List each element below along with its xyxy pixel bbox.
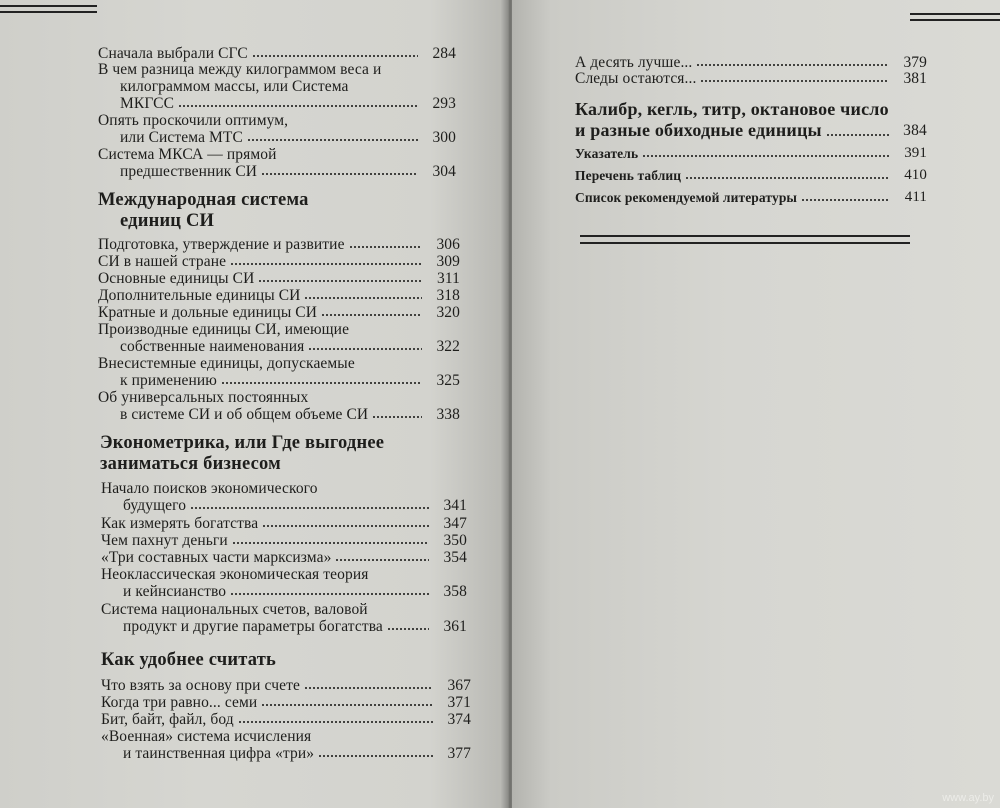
heading-line: заниматься бизнесом: [100, 454, 281, 474]
leader-dots: [262, 524, 429, 528]
entry-title: предшественник СИ: [120, 163, 258, 180]
toc-entry: [575, 167, 927, 184]
page-number: 379: [903, 54, 927, 71]
entry-title: СИ в нашей стране: [98, 253, 227, 270]
page-number: 306: [436, 236, 460, 253]
entry-title: Следы остаются...: [575, 70, 697, 87]
toc-entry: [98, 304, 460, 321]
page-number: 381: [903, 70, 927, 87]
entry-title: и кейнсианство: [123, 583, 227, 600]
entry-title: Когда три равно... семи: [101, 694, 258, 711]
leader-dots: [252, 54, 418, 58]
page-number: 354: [443, 549, 467, 566]
page-number: 341: [443, 497, 467, 514]
leader-dots: [826, 133, 889, 137]
page-number: 309: [436, 253, 460, 270]
entry-title: Основные единицы СИ: [98, 270, 255, 287]
entry-title: Чем пахнут деньги: [101, 532, 228, 549]
toc-entry: [98, 146, 456, 180]
toc-entry: [575, 70, 927, 87]
toc-entry: [98, 389, 460, 423]
entry-title: Об универсальных постоянных: [98, 389, 309, 406]
page-number: 322: [436, 338, 460, 355]
toc-entry: [98, 355, 460, 389]
entry-title: и таинственная цифра «три»: [123, 745, 315, 762]
entry-title: Система национальных счетов, валовой: [101, 601, 368, 618]
page-number: 384: [903, 122, 927, 139]
page-number: 293: [432, 95, 456, 112]
entry-title: «Три составных части марксизма»: [101, 549, 332, 566]
toc-entry: [575, 145, 927, 162]
entry-title: Бит, байт, файл, бод: [101, 711, 234, 728]
section-heading: [101, 650, 481, 671]
entry-title: продукт и другие параметры богатства: [123, 618, 383, 635]
toc-entry: [98, 61, 456, 112]
toc-entry: [101, 549, 467, 566]
toc-entry: [101, 532, 467, 549]
entry-title: к применению: [120, 372, 217, 389]
leader-dots: [221, 381, 422, 385]
page-number: 374: [447, 711, 471, 728]
entry-title: будущего: [123, 497, 187, 514]
toc-entry: [101, 515, 467, 532]
leader-dots: [335, 558, 429, 562]
entry-title: Дополнительные единицы СИ: [98, 287, 301, 304]
leader-dots: [261, 172, 418, 176]
leader-dots: [349, 245, 422, 249]
leader-dots: [261, 703, 433, 707]
page-number: 304: [432, 163, 456, 180]
toc-entry: [575, 54, 927, 71]
toc-entry: [101, 566, 467, 600]
entry-title: Подготовка, утверждение и развитие: [98, 236, 345, 253]
leader-dots: [700, 79, 889, 83]
leader-dots: [230, 262, 422, 266]
end-rule: [580, 235, 910, 244]
leader-dots: [258, 279, 422, 283]
entry-title: Список рекомендуемой литературы: [575, 190, 798, 205]
section-heading: [100, 433, 480, 475]
entry-title: Внесистемные единицы, допускаемые: [98, 355, 355, 372]
leader-dots: [238, 720, 433, 724]
leader-dots: [232, 541, 429, 545]
page-number: 320: [436, 304, 460, 321]
leader-dots: [685, 176, 889, 180]
entry-title: Кратные и дольные единицы СИ: [98, 304, 318, 321]
entry-title: или Система МТС: [120, 129, 243, 146]
entry-title: Система МКСА — прямой: [98, 146, 277, 163]
leader-dots: [696, 63, 889, 67]
entry-title: Начало поисков экономического: [101, 480, 318, 497]
toc-entry: [101, 480, 467, 514]
right-page: [512, 0, 1000, 808]
page-number: 325: [436, 372, 460, 389]
entry-title: Опять проскочили оптимум,: [98, 112, 289, 129]
toc-entry: [98, 321, 460, 355]
entry-title: Неоклассическая экономическая теория: [101, 566, 369, 583]
entry-title: Как измерять богатства: [101, 515, 259, 532]
page-number: 358: [443, 583, 467, 600]
page-number: 371: [447, 694, 471, 711]
page-number: 391: [904, 145, 927, 161]
toc-entry: [101, 728, 471, 762]
section-heading: [575, 99, 927, 141]
page-number: 410: [904, 167, 927, 183]
section-heading: [98, 190, 458, 232]
entry-title: в системе СИ и об общем объеме СИ: [120, 406, 369, 423]
leader-dots: [304, 296, 422, 300]
page-number: 318: [436, 287, 460, 304]
page-number: 284: [432, 45, 456, 62]
leader-dots: [318, 754, 433, 758]
heading-line: Международная система: [98, 190, 309, 210]
toc-entry: [101, 711, 471, 728]
entry-title: Производные единицы СИ, имеющие: [98, 321, 350, 338]
page-number: 361: [443, 618, 467, 635]
page-number: 350: [443, 532, 467, 549]
toc-entry: [101, 677, 471, 694]
entry-title: килограммом массы, или Система: [120, 78, 349, 95]
toc-entry: [98, 270, 460, 287]
entry-title: Указатель: [575, 146, 639, 161]
leader-dots: [321, 313, 422, 317]
toc-entry: [101, 694, 471, 711]
leader-dots: [190, 506, 429, 510]
heading-line: единиц СИ: [120, 211, 215, 231]
leader-dots: [308, 347, 422, 351]
page-number: 300: [432, 129, 456, 146]
leader-dots: [642, 154, 889, 158]
toc-entry: [575, 189, 927, 206]
leader-dots: [230, 592, 429, 596]
entry-title: А десять лучше...: [575, 54, 693, 71]
page-number: 347: [443, 515, 467, 532]
toc-entry: [98, 287, 460, 304]
entry-title: собственные наименования: [120, 338, 305, 355]
heading-line: Калибр, кегль, титр, октановое число: [575, 99, 889, 119]
toc-entry: [101, 601, 467, 635]
heading-line: Эконометрика, или Где выгоднее: [100, 433, 385, 453]
toc-entry: [98, 236, 460, 253]
page-number: 367: [447, 677, 471, 694]
leader-dots: [178, 104, 418, 108]
toc-entry: [98, 112, 456, 146]
heading-line: и разные обиходные единицы: [575, 120, 822, 140]
page-number: 411: [904, 189, 927, 205]
toc-entry: [98, 45, 456, 62]
entry-title: Сначала выбрали СГС: [98, 45, 248, 62]
entry-title: В чем разница между килограммом веса и: [98, 61, 382, 78]
watermark: www.ay.by: [942, 792, 994, 804]
leader-dots: [801, 198, 889, 202]
entry-title: МКГСС: [120, 95, 175, 112]
heading-line: Как удобнее считать: [101, 650, 277, 670]
entry-title: Перечень таблиц: [575, 168, 682, 183]
leader-dots: [247, 138, 418, 142]
page-number: 377: [447, 745, 471, 762]
page-number: 338: [436, 406, 460, 423]
leader-dots: [304, 686, 433, 690]
top-rule-right: [910, 13, 1000, 21]
entry-title: Что взять за основу при счете: [101, 677, 300, 694]
leader-dots: [372, 415, 422, 419]
toc-entry: [98, 253, 460, 270]
leader-dots: [387, 627, 429, 631]
top-rule-left: [0, 5, 97, 13]
entry-title: «Военная» система исчисления: [101, 728, 312, 745]
page-number: 311: [437, 270, 460, 287]
